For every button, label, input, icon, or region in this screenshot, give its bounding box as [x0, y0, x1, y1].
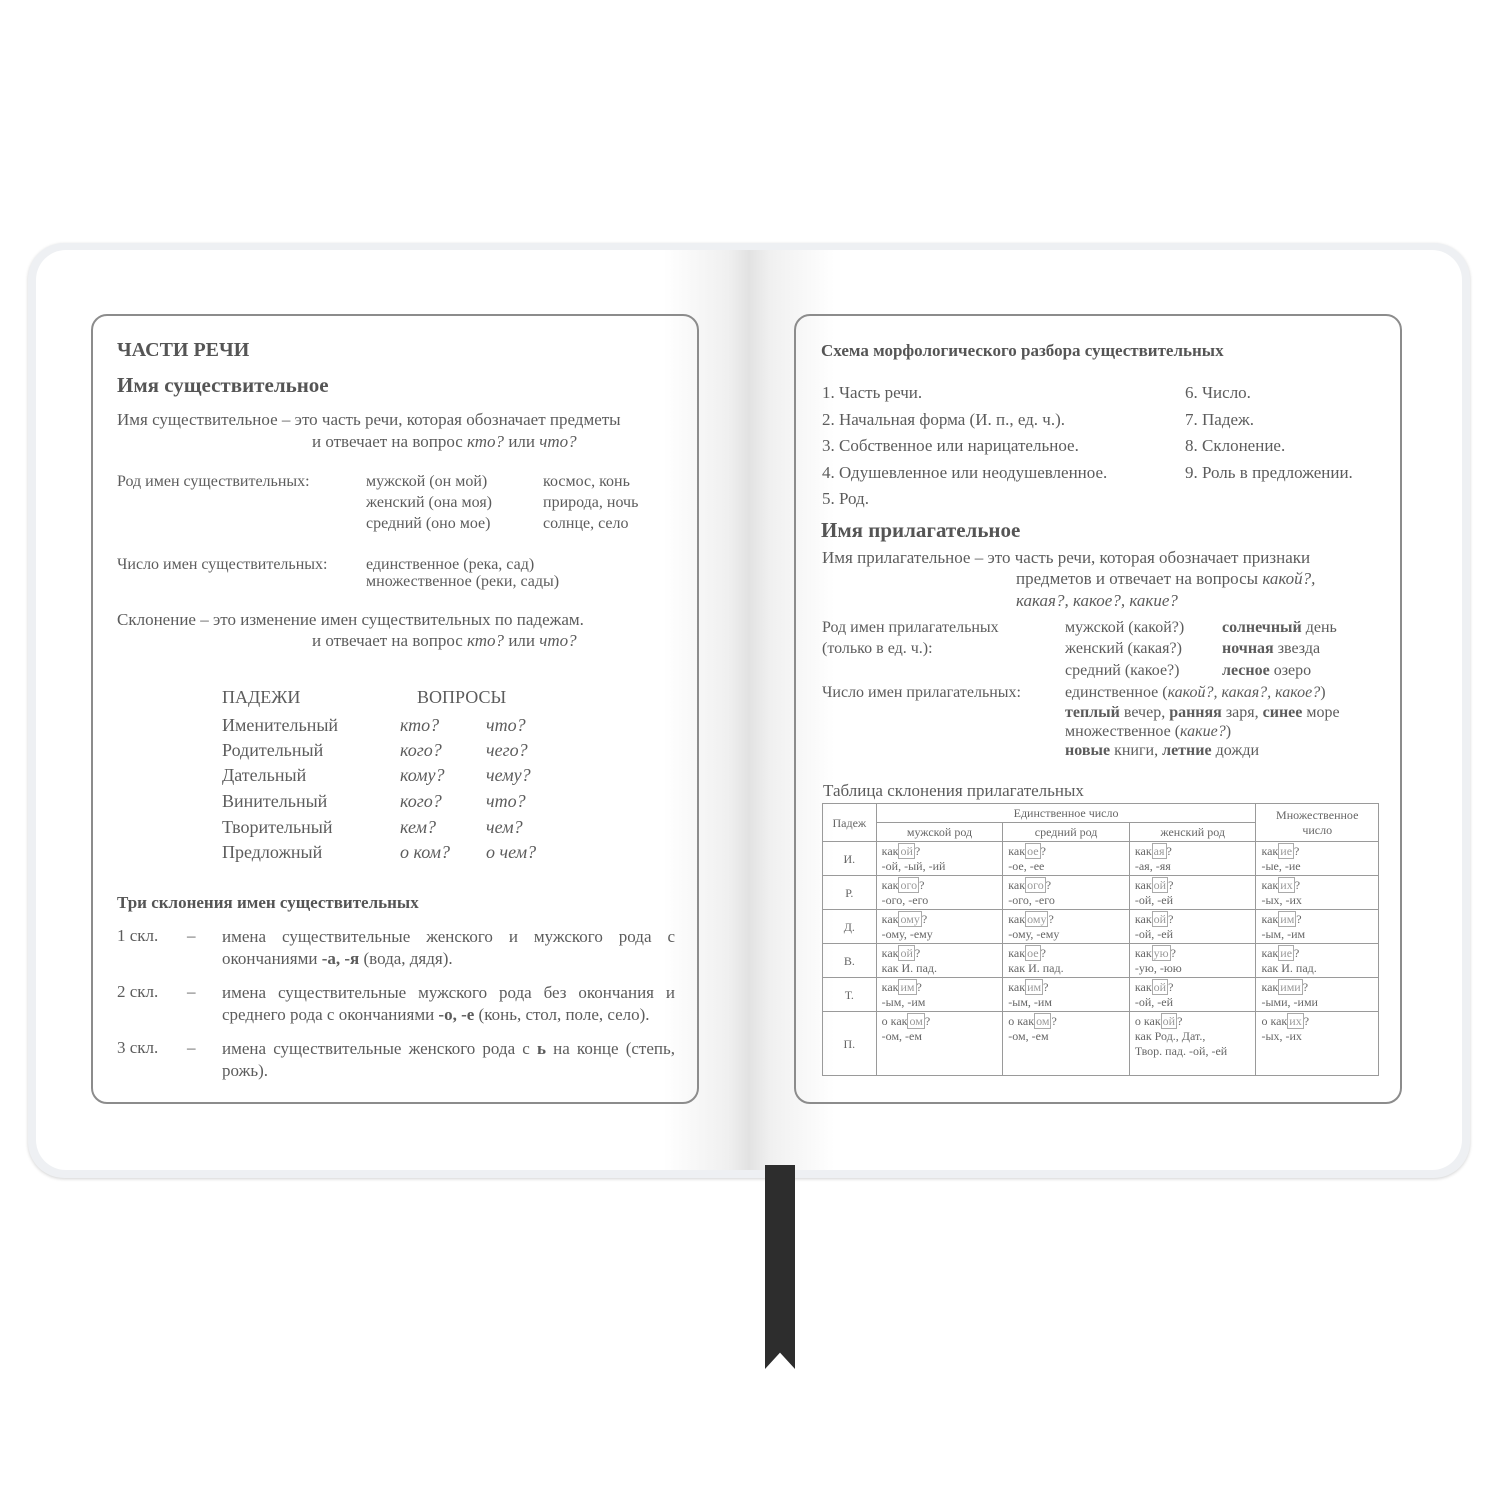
adj-gender-neuter: средний (какое?)	[1065, 662, 1180, 679]
scheme-item: 9. Роль в предложении.	[1185, 463, 1353, 482]
case-question: кого?	[400, 791, 442, 811]
adj-plural-examples: новые книги, летние дожди	[1065, 742, 1260, 759]
ending-cell: как ой ? -ой, -ей	[1129, 876, 1256, 910]
adj-gender-feminine: женский (какая?)	[1065, 640, 1182, 657]
ending-cell: как их ? -ых, -их	[1256, 876, 1379, 910]
ending-cell: как ие ? -ые, -ие	[1256, 842, 1379, 876]
decl-number: 2 скл.	[117, 982, 159, 1001]
ending-cell: как ие ? как И. пад.	[1256, 944, 1379, 978]
ending-cell: как ому ? -ому, -ему	[876, 910, 1003, 944]
ending-cell: как ой ? -ой, -ей	[1129, 910, 1256, 944]
questions-header: ВОПРОСЫ	[417, 687, 507, 707]
case-question: что?	[486, 791, 526, 811]
three-declensions-heading: Три склонения имен существительных	[117, 893, 419, 912]
gender-neuter: средний (оно мое)	[366, 515, 491, 532]
case-question: о чем?	[486, 842, 537, 862]
ending-cell: как ой ? -ой, -ый, -ий	[876, 842, 1003, 876]
table-row	[823, 876, 1379, 910]
noun-number-label: Число имен существительных:	[117, 556, 328, 573]
scheme-item: 7. Падеж.	[1185, 410, 1255, 429]
number-plural: множественное (реки, сады)	[366, 573, 560, 590]
case-cell: Д.	[823, 910, 877, 944]
case-name: Родительный	[222, 740, 324, 760]
scheme-item: 5. Род.	[822, 489, 869, 508]
ending-cell: о как ом ? -ом, -ем	[1003, 1012, 1130, 1076]
scheme-item: 3. Собственное или нарицательное.	[822, 436, 1079, 455]
case-question: кого?	[400, 740, 442, 760]
adj-gender-example: ночная звезда	[1222, 640, 1321, 657]
ending-cell: о как их ? -ых, -их	[1256, 1012, 1379, 1076]
case-question: кому?	[400, 765, 445, 785]
case-cell: П.	[823, 1012, 877, 1076]
ending-cell: как им ? -ым, -им	[1003, 978, 1130, 1012]
cases-header: ПАДЕЖИ	[222, 687, 301, 707]
adj-gender-example: лесное озеро	[1222, 662, 1312, 679]
page-title: ЧАСТИ РЕЧИ	[117, 339, 250, 361]
ending-cell: о как ой ? как Род., Дат., Твор. пад. -ой, -ей	[1129, 1012, 1256, 1076]
table-row	[823, 1012, 1379, 1076]
ending-cell: как ой ? как И. пад.	[876, 944, 1003, 978]
noun-gender-label: Род имен существительных:	[117, 473, 310, 490]
decl-description: имена существительные женского рода с ь на конце (степь, рожь).	[222, 1039, 675, 1080]
case-name: Именительный	[222, 715, 339, 735]
ending-cell: как ое ? как И. пад.	[1003, 944, 1130, 978]
decl-description: имена существительные мужского рода без окончания и среднего рода с окончаниями -о, -е (конь, стол, поле, село).	[222, 983, 675, 1024]
table-row	[823, 842, 1379, 876]
scheme-item: 8. Склонение.	[1185, 436, 1286, 455]
case-cell: Р.	[823, 876, 877, 910]
ending-cell: как ими ? -ыми, -ими	[1256, 978, 1379, 1012]
adjective-declension-table	[822, 803, 1379, 1076]
case-name: Дательный	[222, 765, 307, 785]
ending-cell: как ой ? -ой, -ей	[1129, 978, 1256, 1012]
case-question: чего?	[486, 740, 528, 760]
adj-number-plural: множественное (какие?)	[1065, 723, 1232, 740]
adjective-heading: Имя прилагательное	[821, 518, 1021, 542]
case-question: что?	[486, 715, 526, 735]
case-question: кто?	[400, 715, 440, 735]
table-row	[823, 978, 1379, 1012]
header-case: Падеж	[823, 804, 877, 842]
scheme-item: 1. Часть речи.	[822, 383, 923, 402]
adj-number-label: Число имен прилагательных:	[822, 684, 1021, 701]
header-plural: Множественное число	[1256, 804, 1379, 842]
adj-singular-examples: теплый вечер, ранняя заря, синее море	[1065, 704, 1340, 721]
ending-cell: как ая ? -ая, -яя	[1129, 842, 1256, 876]
decl-dash: –	[187, 1038, 196, 1057]
declension-table-title: Таблица склонения прилагательных	[823, 781, 1084, 800]
declension-line1: Склонение – это изменение имен существительных по падежам.	[117, 610, 584, 629]
header-masculine: мужской род	[876, 823, 1003, 842]
declension-line2: и отвечает на вопрос кто? или что?	[312, 631, 577, 650]
decl-dash: –	[187, 982, 196, 1001]
decl-number: 3 скл.	[117, 1038, 159, 1057]
scheme-item: 6. Число.	[1185, 383, 1251, 402]
case-cell: И.	[823, 842, 877, 876]
case-question: о ком?	[400, 842, 451, 862]
noun-definition-line1: Имя существительное – это часть речи, которая обозначает предметы	[117, 410, 621, 429]
header-singular: Единственное число	[876, 804, 1256, 823]
ending-cell: как ое ? -ое, -ее	[1003, 842, 1130, 876]
case-question: чем?	[486, 817, 523, 837]
adj-gender-label: Род имен прилагательных	[822, 619, 999, 636]
adj-definition-line1: Имя прилагательное – это часть речи, которая обозначает признаки	[822, 548, 1311, 567]
case-cell: В.	[823, 944, 877, 978]
noun-definition-line2: и отвечает на вопрос кто? или что?	[312, 432, 577, 451]
gender-masculine: мужской (он мой)	[366, 473, 488, 490]
morph-scheme-heading: Схема морфологического разбора существительных	[821, 341, 1224, 360]
case-name: Предложный	[222, 842, 323, 862]
gender-example: природа, ночь	[543, 494, 639, 511]
scheme-item: 4. Одушевленное или неодушевленное.	[822, 463, 1108, 482]
adj-number-singular: единственное (какой?, какая?, какое?)	[1065, 684, 1326, 701]
table-row	[823, 944, 1379, 978]
decl-description: имена существительные женского и мужского рода с окончаниями -а, -я (вода, дядя).	[222, 927, 675, 968]
adj-definition-line3: какая?, какое?, какие?	[1016, 591, 1178, 610]
header-neuter: средний род	[1003, 823, 1130, 842]
ending-cell: как ого ? -ого, -его	[876, 876, 1003, 910]
ending-cell: как ого ? -ого, -его	[1003, 876, 1130, 910]
decl-number: 1 скл.	[117, 926, 159, 945]
case-name: Творительный	[222, 817, 333, 837]
case-cell: Т.	[823, 978, 877, 1012]
ending-cell: о как ом ? -ом, -ем	[876, 1012, 1003, 1076]
ending-cell: как им ? -ым, -им	[1256, 910, 1379, 944]
adj-gender-masculine: мужской (какой?)	[1065, 619, 1185, 636]
bookmark-ribbon[interactable]	[765, 1165, 795, 1369]
gender-example: космос, конь	[543, 473, 630, 490]
ending-cell: как ому ? -ому, -ему	[1003, 910, 1130, 944]
gender-feminine: женский (она моя)	[366, 494, 493, 511]
case-question: чему?	[486, 765, 531, 785]
ending-cell: как ую ? -ую, -юю	[1129, 944, 1256, 978]
number-singular: единственное (река, сад)	[366, 556, 535, 573]
adj-gender-example: солнечный день	[1222, 619, 1337, 636]
header-feminine: женский род	[1129, 823, 1256, 842]
table-row	[823, 910, 1379, 944]
adj-definition-line2: предметов и отвечает на вопросы какой?,	[1016, 569, 1316, 588]
ending-cell: как им ? -ым, -им	[876, 978, 1003, 1012]
gender-example: солнце, село	[543, 515, 629, 532]
decl-dash: –	[187, 926, 196, 945]
case-question: кем?	[400, 817, 436, 837]
noun-heading: Имя существительное	[117, 373, 329, 397]
case-name: Винительный	[222, 791, 328, 811]
scheme-item: 2. Начальная форма (И. п., ед. ч.).	[822, 410, 1065, 429]
adj-gender-label-note: (только в ед. ч.):	[822, 640, 933, 657]
